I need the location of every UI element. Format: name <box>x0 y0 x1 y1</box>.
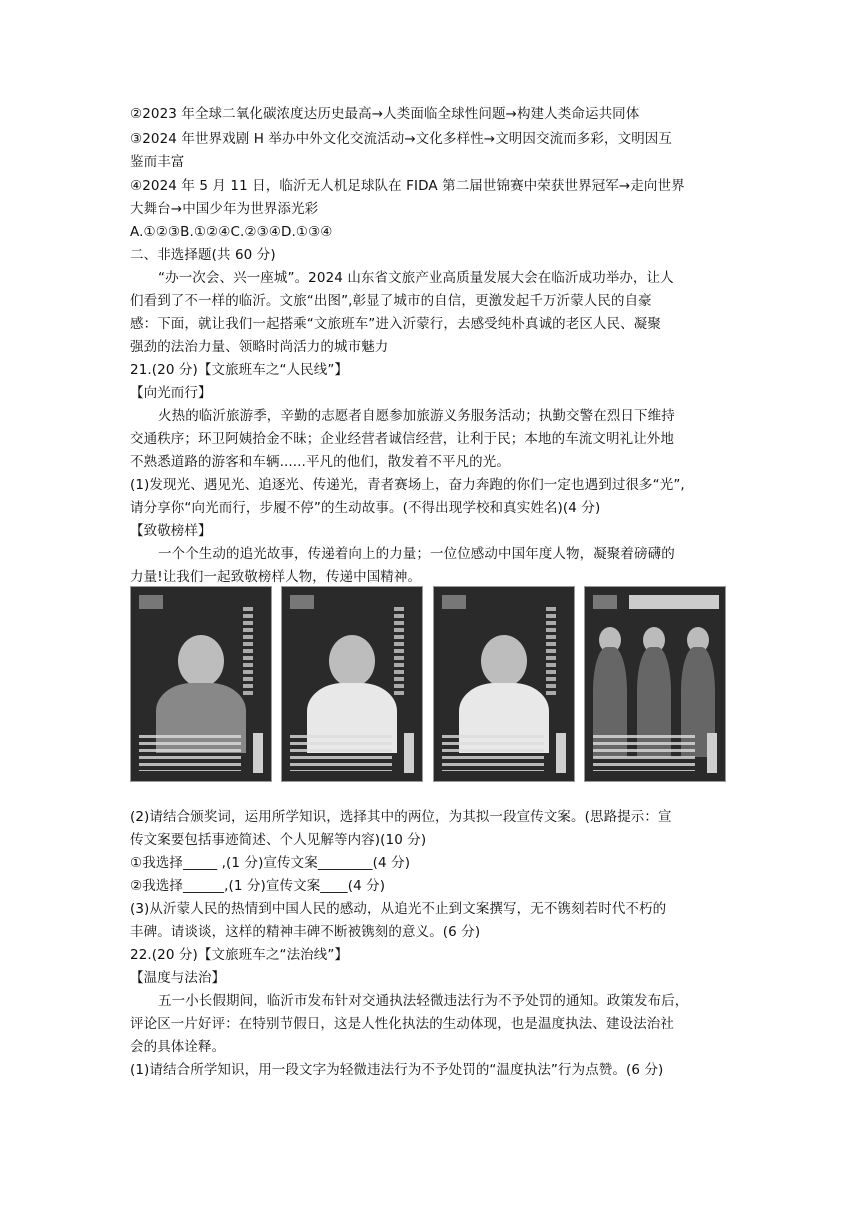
paragraph-line: 五一小长假期间，临沂市发布针对交通执法轻微违法行为不予处罚的通知。政策发布后， <box>158 993 689 1009</box>
role-model-photos <box>130 586 726 782</box>
question-22-1: (1)请结合所学知识，用一段文字为轻微违法行为不予处罚的“温度执法”行为点赞。(6 分) <box>130 1062 664 1078</box>
intro-line: 们看到了不一样的临沂。文旅“出图”,彰显了城市的自信，更激发起千万沂蒙人民的自豪 <box>130 293 652 309</box>
intro-line: “办一次会、兴一座城”。2024 山东省文旅产业高质量发展大会在临沂成功举办，让人 <box>158 270 674 286</box>
intro-line: 感：下面，就让我们一起搭乘“文旅班车”进入沂蒙行，去感受纯朴真诚的老区人民、凝聚 <box>130 316 661 332</box>
role-model-photo-2 <box>281 586 423 782</box>
question-21-title: 21.(20 分)【文旅班车之“人民线”】 <box>130 362 349 378</box>
answer-line-2: ②我选择______,(1 分)宣传文案____(4 分) <box>130 878 386 894</box>
question-21-1-cont: 请分享你“向光而行，步履不停”的生动故事。(不得出现学校和真实姓名)(4 分) <box>130 500 601 516</box>
question-22-title: 22.(20 分)【文旅班车之“法治线”】 <box>130 947 349 963</box>
paragraph-line: 火热的临沂旅游季，辛勤的志愿者自愿参加旅游义务服务活动；执勤交警在烈日下维持 <box>158 408 675 424</box>
role-model-photo-1 <box>130 586 272 782</box>
question-21-3-cont: 丰碑。请谈谈，这样的精神丰碑不断被镌刻的意义。(6 分) <box>130 924 481 940</box>
role-model-photo-3 <box>433 586 575 782</box>
role-model-photo-4 <box>584 586 726 782</box>
choice-options: A.①②③B.①②④C.②③④D.①③④ <box>130 224 333 240</box>
choice-item-4-cont: 大舞台→中国少年为世界添光彩 <box>130 201 319 217</box>
subheading-zhijing: 【致敬榜样】 <box>130 523 212 539</box>
paragraph-line: 一个个生动的追光故事，传递着向上的力量；一位位感动中国年度人物，凝聚着磅礴的 <box>158 546 675 562</box>
intro-line: 强劲的法治力量、领略时尚活力的城市魅力 <box>130 339 389 355</box>
paragraph-line: 交通秩序；环卫阿姨拾金不昧；企业经营者诚信经营，让利于民；本地的车流文明礼让外地 <box>130 431 674 447</box>
subheading-xiangguang: 【向光而行】 <box>130 385 212 401</box>
question-21-2: (2)请结合颁奖词，运用所学知识，选择其中的两位，为其拟一段宣传文案。(思路提示：宣 <box>130 809 672 825</box>
paragraph-line: 评论区一片好评：在特别节假日，这是人性化执法的生动体现，也是温度执法、建设法治社 <box>130 1016 674 1032</box>
paragraph-line: 力量!让我们一起致敬榜样人物，传递中国精神。 <box>130 569 422 585</box>
question-21-1: (1)发现光、遇见光、追逐光、传递光，青者赛场上，奋力奔跑的你们一定也遇到过很多“光”, <box>130 477 685 493</box>
subheading-wendu: 【温度与法治】 <box>130 970 226 986</box>
question-21-3: (3)从沂蒙人民的热情到中国人民的感动，从追光不止到文案撰写，无不镌刻若时代不朽的 <box>130 901 667 917</box>
choice-item-2: ②2023 年全球二氧化碳浓度达历史最高→人类面临全球性问题→构建人类命运共同体 <box>130 106 640 122</box>
paragraph-line: 会的具体诠释。 <box>130 1039 226 1055</box>
choice-item-3-cont: 鉴而丰富 <box>130 154 185 170</box>
section-heading: 二、非选择题(共 60 分) <box>130 247 276 263</box>
question-21-2-cont: 传文案要包括事迹简述、个人见解等内容)(10 分) <box>130 832 427 848</box>
answer-line-1: ①我选择_____ ,(1 分)宣传文案________(4 分) <box>130 855 411 871</box>
paragraph-line: 不熟悉道路的游客和车辆......平凡的他们，散发着不平凡的光。 <box>130 454 510 470</box>
choice-item-3: ③2024 年世界戏剧 H 举办中外文化交流活动→文化多样性→文明因交流而多彩，文明因互 <box>130 131 673 147</box>
choice-item-4: ④2024 年 5 月 11 日，临沂无人机足球队在 FIDA 第二届世锦赛中荣获世界冠军→走向世界 <box>130 178 685 194</box>
